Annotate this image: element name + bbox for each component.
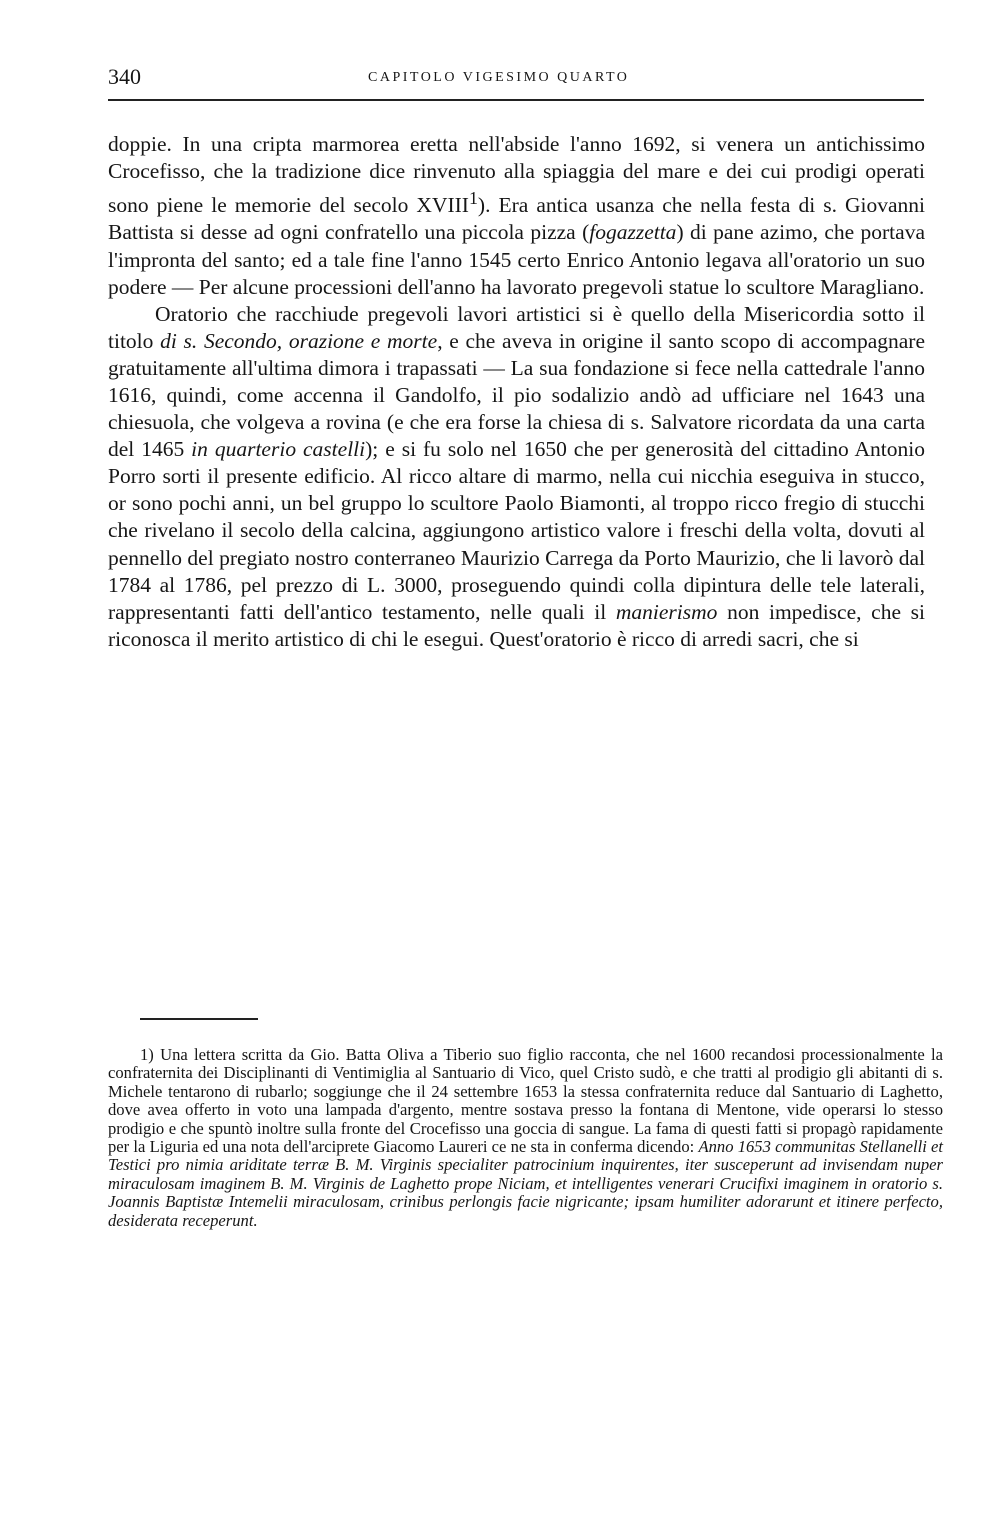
- footnote-reference: 1: [468, 188, 478, 209]
- paragraph-2-italic-term: manierismo: [615, 599, 718, 624]
- footnote: [108, 1046, 943, 1230]
- paragraph-2-text-c: , e che aveva in origine il santo scopo di accompagnare gratuitamente all'ultima dimora i trapassati — La sua fondazione si fece nella cattedrale l'anno 1616, quindi, come accenna il Gandolfo, il pio sodalizio andò ad ufficiare nel 1643 una chiesuola, che volgeva a rovina (e che era forse la chiesa di s. Salvatore ricordata da una carta del 1465: [108, 328, 925, 462]
- paragraph-2-italic-quote: in quarterio castelli: [191, 437, 366, 462]
- paragraph-1-italic-term: fogazzetta: [589, 220, 677, 245]
- paragraph-2-text-e: ); e si fu solo nel 1650 che per generosità del cittadino Antonio Porro sorti il presente edificio. Al ricco altare di marmo, nella cui nicchia eseguiva in stucco, or sono pochi anni, un bel gruppo lo scultore Paolo Biamonti, al troppo ricco fregio di stucchi che rivelano il secolo della calcina, aggiungono artistico valore i freschi della volta, dovuti al pennello del pregiato nostro conterraneo Maurizio Carrega da Porto Maurizio, che li lavorò dal 1784 al 1786, pel prezzo di L. 3000, proseguendo quindi colla dipintura delle tele laterali, rappresentanti fatti dell'antico testamento, nelle quali il: [108, 437, 925, 624]
- footnote-1-latin-quote: Anno 1653 communitas Stellanelli et Testici pro nimia ariditate terræ B. M. Virginis specialiter patrocinium inquirentes, iter susceperunt ad invisendam nuper miraculosam imaginem B. M. Virginis de Laghetto prope Niciam, et intelligentes venerari Crucifixi imaginem in oratorio s. Joannis Baptistæ Intemelii miraculosam, crinibus perlongis facie nigricante; ipsam humiliter adorarunt et itinere perfecto, desiderata receperunt.: [108, 1137, 943, 1230]
- paragraph-1-text-b: ). Era antica usanza che nella festa di s. Giovanni Battista si desse ad ogni confratello una piccola pizza (: [108, 193, 925, 245]
- body-text: [108, 131, 925, 653]
- paragraph-1: [108, 131, 925, 301]
- paragraph-2-text-a: Oratorio che racchiude pregevoli lavori artistici si è quello della Misericordia sotto il titolo: [108, 301, 925, 353]
- page-header: [108, 64, 924, 94]
- paragraph-2-text-g: non impedisce, che si riconosca il merito artistico di chi le esegui. Quest'oratorio è ricco di arredi sacri, che si: [108, 599, 925, 651]
- footnote-rule: [140, 1018, 258, 1020]
- footnote-1: [108, 1046, 943, 1230]
- page-number: 340: [108, 64, 141, 89]
- paragraph-2: [108, 301, 925, 653]
- paragraph-1-text-d: ) di pane azimo, che portava l'impronta del santo; ed a tale fine l'anno 1545 certo Enrico Antonio legava all'oratorio un suo podere — Per alcune processioni dell'anno ha lavorato pregevoli statue lo scultore Maragliano.: [108, 220, 925, 299]
- running-head: CAPITOLO VIGESIMO QUARTO: [368, 70, 630, 85]
- paragraph-1-text-a: doppie. In una cripta marmorea eretta nell'abside l'anno 1692, si venera un antichissimo Crocefisso, che la tradizione dice rinvenuto alla spiaggia del mare e dei cui prodigi operati sono piene le memorie del secolo XVIII: [108, 132, 925, 218]
- footnote-1-text: 1) Una lettera scritta da Gio. Batta Oliva a Tiberio suo figlio racconta, che nel 1600 recandosi processionalmente la confraternita dei Disciplinanti di Ventimiglia al Santuario di Vico, quel Cristo sudò, e che tratti al prodigio gli abitanti di s. Michele tentarono di rubarlo; soggiunge che il 24 settembre 1653 la stessa confraternita reduce dal Santuario di Laghetto, dove avea offerto in voto una lampada d'argento, mentre sostava presso la fontana di Mentone, vide operarsi lo stesso prodigio e che spuntò inoltre sulla fronte del Crocefisso una goccia di sangue. La fama di questi fatti si propagò rapidamente per la Liguria ed una nota dell'arciprete Giacomo Laureri ce ne sta in conferma dicendo:: [108, 1045, 943, 1157]
- paragraph-2-italic-title: di s. Secondo, orazione e morte: [160, 328, 438, 353]
- header-rule: [108, 99, 924, 101]
